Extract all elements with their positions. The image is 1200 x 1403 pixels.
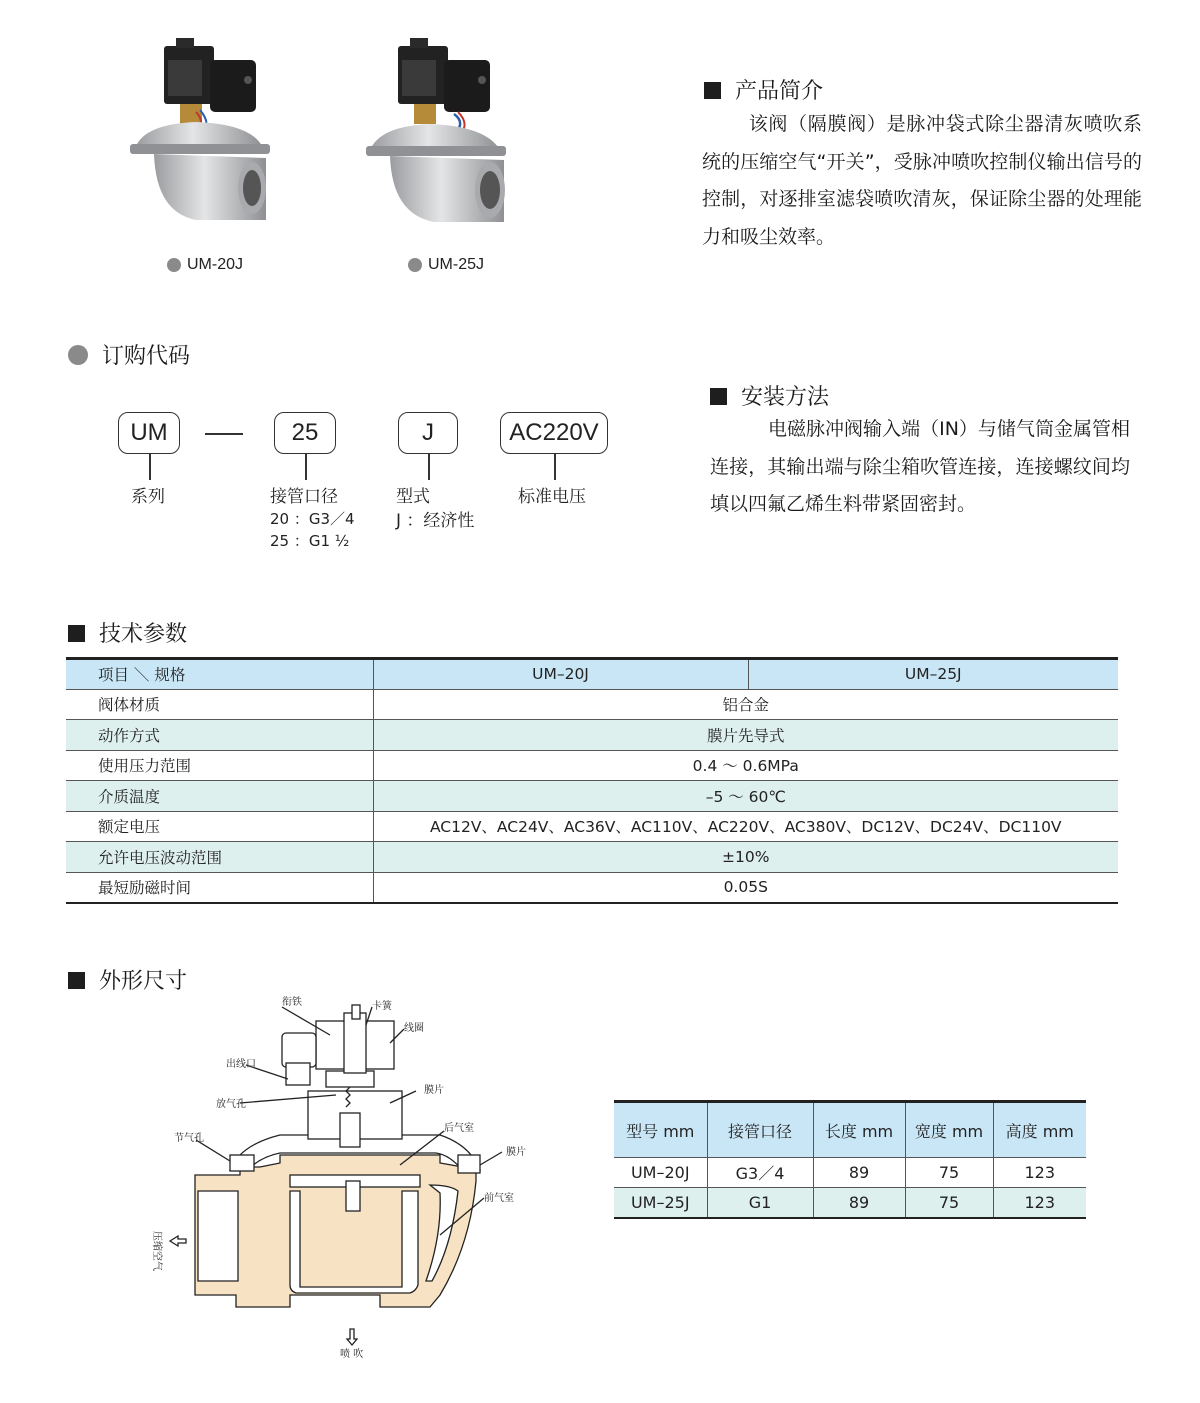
valve-photo-icon xyxy=(364,38,514,228)
bullet-dot-icon xyxy=(167,258,181,272)
dimensions-heading: 外形尺寸 xyxy=(68,964,187,995)
label-diaphragm: 膜片 xyxy=(506,1147,526,1158)
table-header-row: 项目 ＼ 规格 UM–20J UM–25J xyxy=(66,659,1118,690)
table-row: 最短励磁时间 0.05S xyxy=(66,872,1118,903)
label-spring: 卡簧 xyxy=(372,1001,392,1012)
table-row: 动作方式 膜片先导式 xyxy=(66,720,1118,751)
label-rear-chamber: 后气室 xyxy=(444,1123,474,1134)
table-row: UM–20J G3／4 89 75 123 xyxy=(614,1158,1086,1188)
code-pipe-box: 25 xyxy=(274,412,336,454)
heading-square-icon xyxy=(704,82,721,99)
table-row: 允许电压波动范围 ±10% xyxy=(66,842,1118,873)
code-label-pipe: 接管口径 20 ：G3／4 25 ：G1 ½ xyxy=(270,487,355,550)
label-armature: 衔铁 xyxy=(282,997,302,1008)
valve-cross-section-icon xyxy=(140,995,560,1365)
code-dash xyxy=(205,433,243,435)
intro-text: 该阀（隔膜阀）是脉冲袋式除尘器清灰喷吹系统的压缩空气“开关”，受脉冲喷吹控制仪输出信号的控制，对逐排室滤袋喷吹清灰，保证除尘器的处理能力和吸尘效率。 xyxy=(702,113,1142,248)
label-blow: 喷 吹 xyxy=(340,1349,364,1360)
code-connector xyxy=(149,454,151,480)
heading-square-icon xyxy=(68,972,85,989)
params-heading: 技术参数 xyxy=(68,617,187,648)
code-label-type: 型式 J ：经济性 xyxy=(396,487,475,531)
table-row: 使用压力范围 0.4 ～ 0.6MPa xyxy=(66,750,1118,781)
table-header-row: 型号 mm 接管口径 长度 mm 宽度 mm 高度 mm xyxy=(614,1102,1086,1158)
bullet-dot-icon xyxy=(68,345,88,365)
product-caption-um20j: UM-20J xyxy=(167,256,243,274)
code-label-voltage: 标准电压 xyxy=(518,487,586,507)
product-photo-um20j xyxy=(126,38,276,228)
table-row: 介质温度 –5 ～ 60℃ xyxy=(66,781,1118,812)
label-inlet: 压缩空气 xyxy=(151,1231,162,1271)
dimension-table xyxy=(614,1100,1086,1219)
install-heading: 安装方法 xyxy=(710,380,829,411)
heading-square-icon xyxy=(710,388,727,405)
valve-photo-icon xyxy=(126,38,276,228)
code-connector xyxy=(305,454,307,480)
product-caption-um25j: UM-25J xyxy=(408,256,484,274)
valve-section-diagram xyxy=(140,995,560,1365)
label-vent: 放气孔 xyxy=(216,1099,246,1110)
code-series-box: UM xyxy=(118,412,180,454)
label-throttle: 节气孔 xyxy=(174,1133,204,1144)
install-text: 电磁脉冲阀输入端（IN）与储气筒金属管相连接，其输出端与除尘箱吹管连接，连接螺纹间均填以四氟乙烯生料带紧固密封。 xyxy=(710,418,1130,515)
code-voltage-box: AC220V xyxy=(500,412,608,454)
table-row: 阀体材质 铝合金 xyxy=(66,689,1118,720)
code-connector xyxy=(428,454,430,480)
table-row: 额定电压 AC12V、AC24V、AC36V、AC110V、AC220V、AC380V、DC12V、DC24V、DC110V xyxy=(66,811,1118,842)
params-table xyxy=(66,657,1118,904)
bullet-dot-icon xyxy=(408,258,422,272)
code-connector xyxy=(554,454,556,480)
label-outlet: 出线口 xyxy=(226,1059,256,1070)
code-type-box: J xyxy=(398,412,458,454)
label-coil: 线圈 xyxy=(404,1023,424,1034)
label-front-chamber: 前气室 xyxy=(484,1193,514,1204)
heading-square-icon xyxy=(68,625,85,642)
code-label-series: 系列 xyxy=(131,487,165,507)
table-row: UM–25J G1 89 75 123 xyxy=(614,1188,1086,1218)
order-heading: 订购代码 xyxy=(68,339,190,370)
product-photo-um25j xyxy=(364,38,514,228)
intro-heading: 产品简介 xyxy=(704,74,823,105)
label-diaphragm-top: 膜片 xyxy=(424,1085,444,1096)
